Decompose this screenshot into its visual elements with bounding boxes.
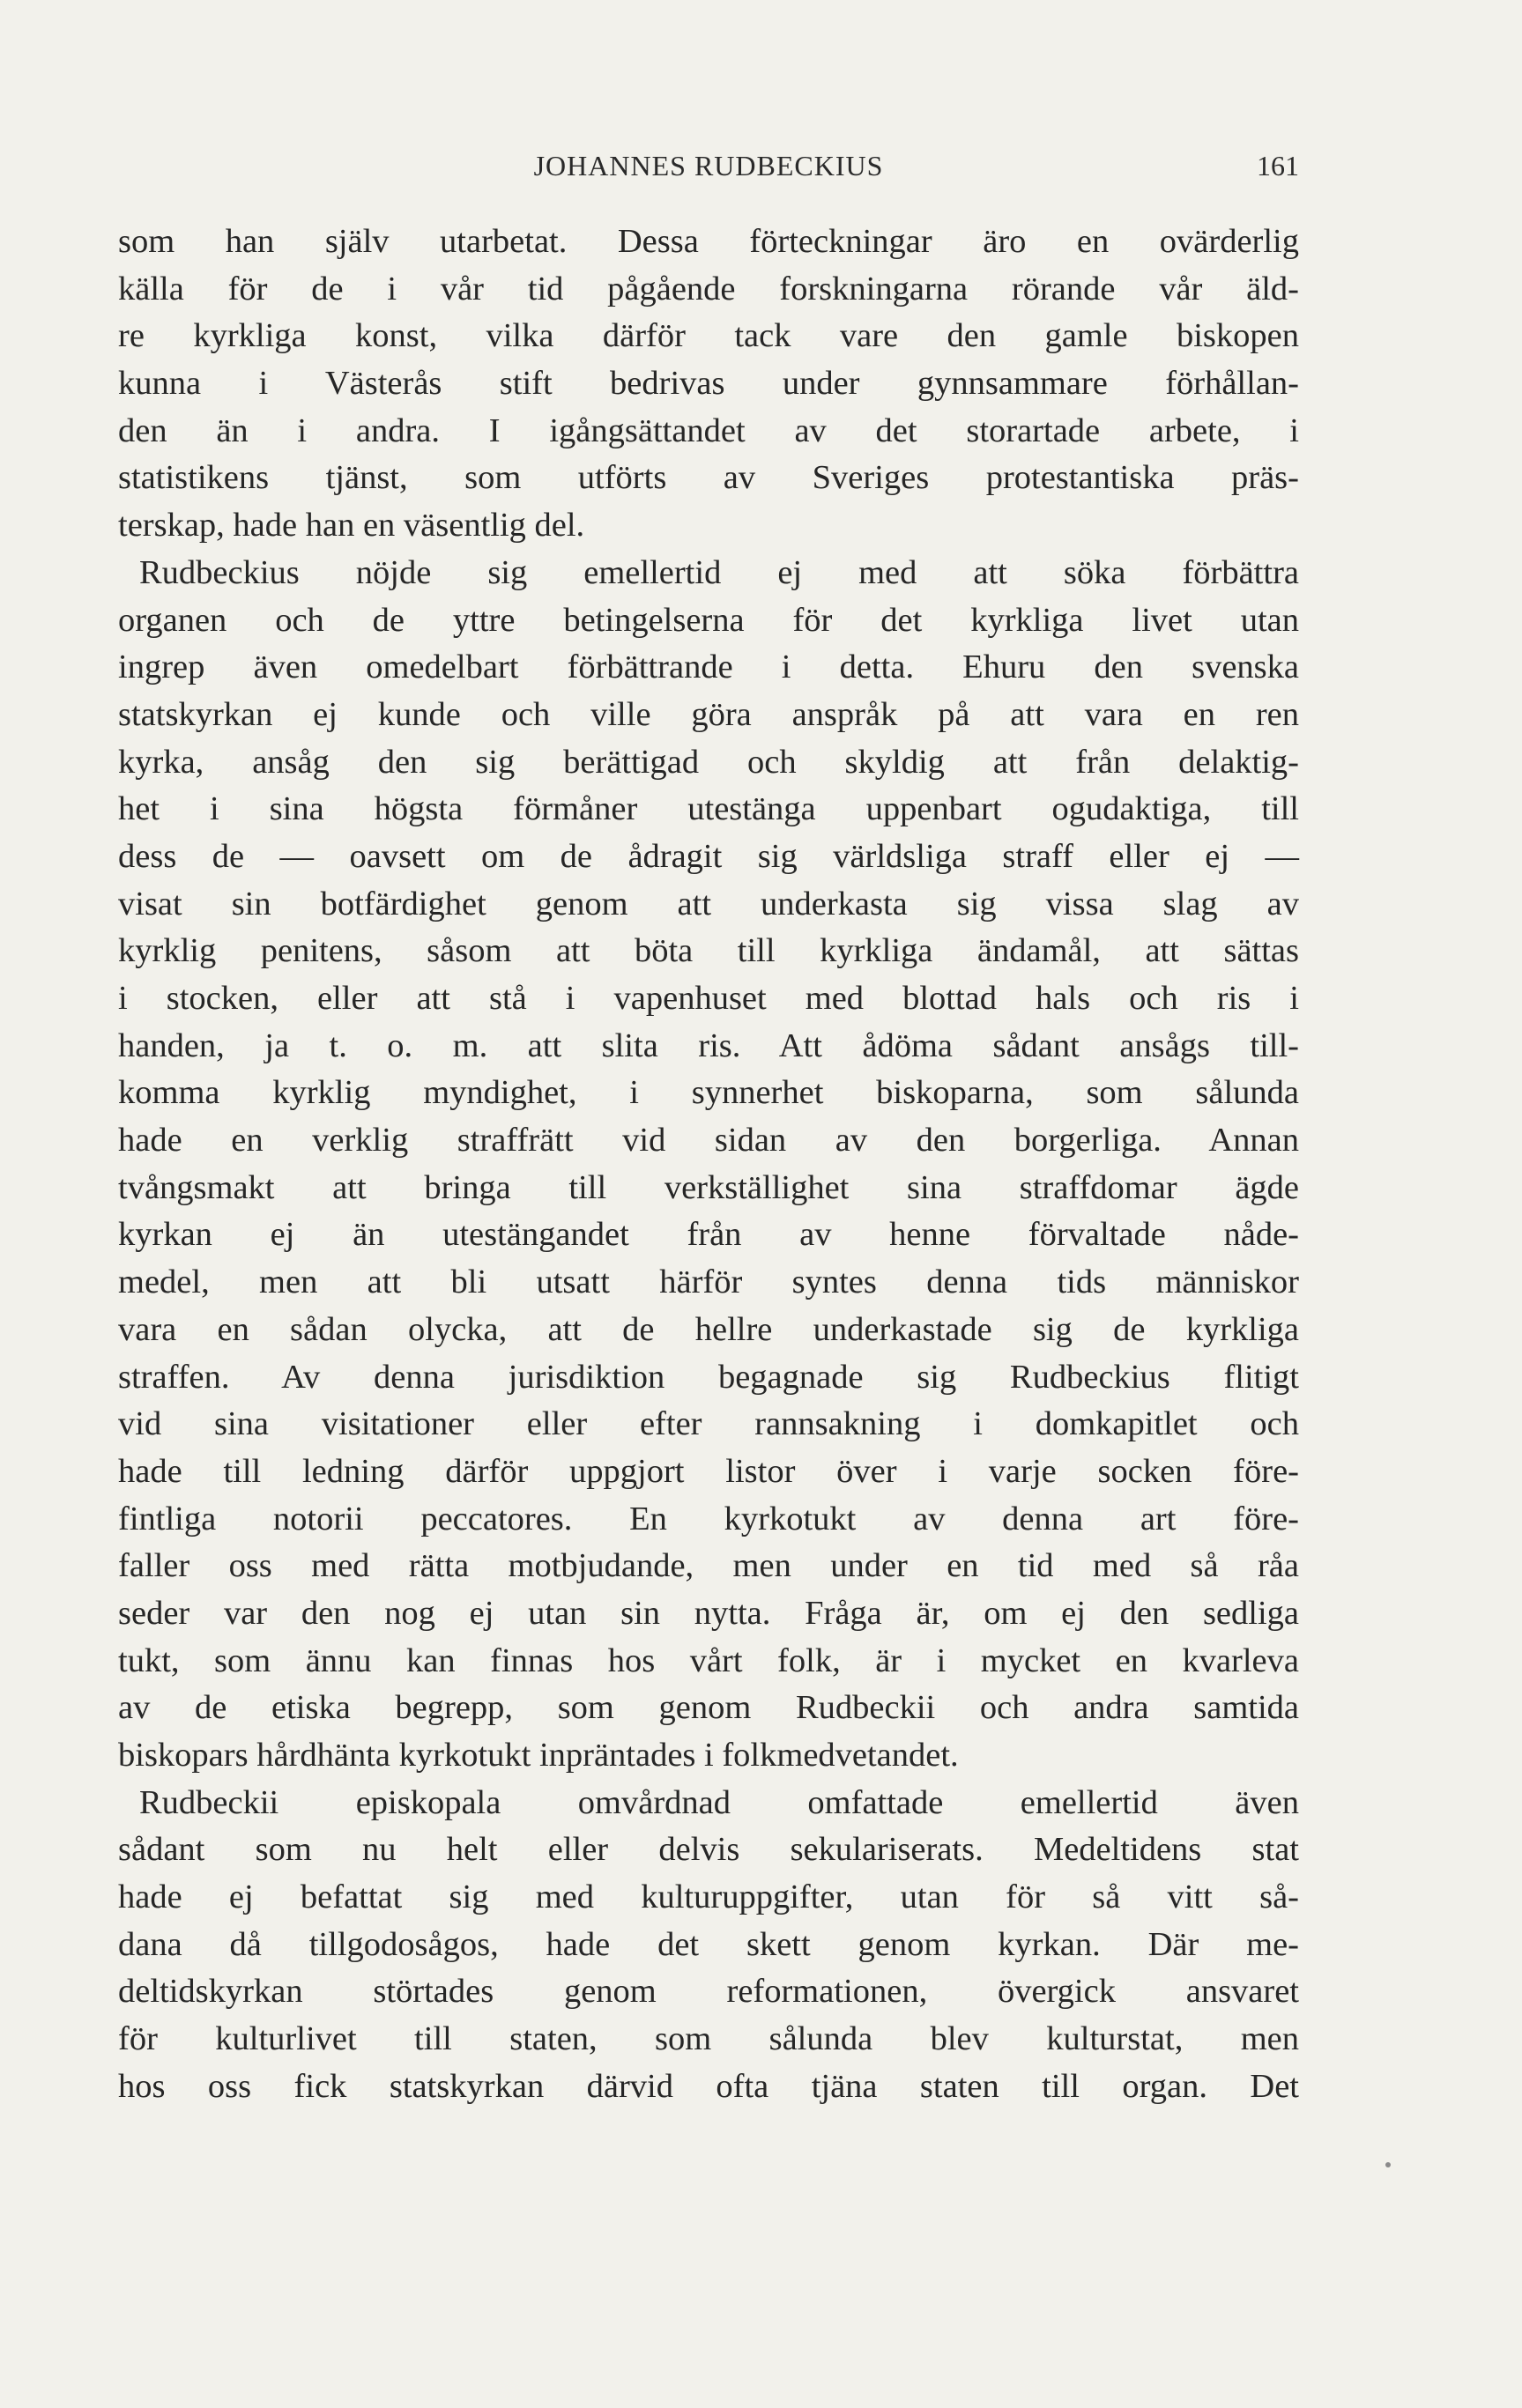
text-line: hade en verklig straffrätt vid sidan av den borgerliga. Annan xyxy=(118,1122,1299,1160)
text-line: deltidskyrkan störtades genom reformationen, övergick ansvaret xyxy=(118,1973,1299,2011)
text-line: i stocken, eller att stå i vapenhuset med blottad hals och ris i xyxy=(118,980,1299,1017)
paper-speck xyxy=(1385,2162,1391,2167)
running-head xyxy=(118,150,1299,194)
text-line: för kulturlivet till staten, som sålunda blev kulturstat, men xyxy=(118,2020,1299,2058)
text-line: hade till ledning därför uppgjort listor över i varje socken före- xyxy=(118,1452,1299,1490)
text-line: handen, ja t. o. m. att slita ris. Att ådöma sådant ansågs till- xyxy=(118,1026,1299,1064)
text-line: statistikens tjänst, som utförts av Sveriges protestantiska präs- xyxy=(118,459,1299,497)
text-line: kunna i Västerås stift bedrivas under gynnsammare förhållan- xyxy=(118,365,1299,403)
text-line: tukt, som ännu kan finnas hos vårt folk, är i mycket en kvarleva xyxy=(118,1641,1299,1679)
text-line: fintliga notorii peccatores. En kyrkotukt av denna art före- xyxy=(118,1500,1299,1537)
text-line: re kyrkliga konst, vilka därför tack vare den gamle biskopen xyxy=(118,317,1299,355)
text-line: visat sin botfärdighet genom att underkasta sig vissa slag av xyxy=(118,885,1299,922)
text-line: organen och de yttre betingelserna för det kyrkliga livet utan xyxy=(118,601,1299,639)
text-line: hos oss fick statskyrkan därvid ofta tjäna staten till organ. Det xyxy=(118,2067,1299,2105)
body-text xyxy=(118,219,1299,2111)
text-line: kyrka, ansåg den sig berättigad och skyldig att från delaktig- xyxy=(118,743,1299,781)
text-line: seder var den nog ej utan sin nytta. Fråga är, om ej den sedliga xyxy=(118,1594,1299,1632)
text-line: terskap, hade han en väsentlig del. xyxy=(118,507,585,545)
text-line: ingrep även omedelbart förbättrande i detta. Ehuru den svenska xyxy=(118,648,1299,686)
text-line: komma kyrklig myndighet, i synnerhet biskoparna, som sålunda xyxy=(118,1074,1299,1112)
running-title: JOHANNES RUDBECKIUS xyxy=(533,150,884,182)
text-line: sådant som nu helt eller delvis sekulariserats. Medeltidens stat xyxy=(118,1831,1299,1869)
text-line: vid sina visitationer eller efter rannsakning i domkapitlet och xyxy=(118,1405,1299,1443)
text-line: biskopars hårdhänta kyrkotukt inpräntades i folkmedvetandet. xyxy=(118,1737,959,1774)
text-line: faller oss med rätta motbjudande, men under en tid med så råa xyxy=(118,1547,1299,1585)
text-line: källa för de i vår tid pågående forskningarna rörande vår äld- xyxy=(118,270,1299,307)
text-line: het i sina högsta förmåner utestänga uppenbart ogudaktiga, till xyxy=(118,790,1299,828)
page-number: 161 xyxy=(1257,150,1299,182)
text-line: kyrklig penitens, såsom att böta till kyrkliga ändamål, att sättas xyxy=(118,932,1299,970)
text-line: hade ej befattat sig med kulturuppgifter, utan för så vitt så- xyxy=(118,1878,1299,1916)
text-line: tvångsmakt att bringa till verkställighet sina straffdomar ägde xyxy=(118,1168,1299,1206)
text-line: som han själv utarbetat. Dessa förteckningar äro en ovärderlig xyxy=(118,223,1299,260)
text-line: av de etiska begrepp, som genom Rudbeckii och andra samtida xyxy=(118,1689,1299,1727)
text-line: statskyrkan ej kunde och ville göra anspråk på att vara en ren xyxy=(118,695,1299,733)
text-line: den än i andra. I igångsättandet av det storartade arbete, i xyxy=(118,411,1299,449)
paragraph-start-line: Rudbeckii episkopala omvårdnad omfattade emellertid även xyxy=(139,1783,1299,1821)
text-line: dess de — oavsett om de ådragit sig världsliga straff eller ej — xyxy=(118,837,1299,875)
text-line: vara en sådan olycka, att de hellre underkastade sig de kyrkliga xyxy=(118,1310,1299,1348)
paragraph-start-line: Rudbeckius nöjde sig emellertid ej med att söka förbättra xyxy=(139,553,1299,591)
text-line: dana då tillgodosågos, hade det skett genom kyrkan. Där me- xyxy=(118,1925,1299,1963)
text-line: kyrkan ej än utestängandet från av henne förvaltade nåde- xyxy=(118,1216,1299,1254)
text-line: medel, men att bli utsatt härför syntes denna tids människor xyxy=(118,1263,1299,1301)
text-line: straffen. Av denna jurisdiktion begagnade sig Rudbeckius flitigt xyxy=(118,1358,1299,1396)
